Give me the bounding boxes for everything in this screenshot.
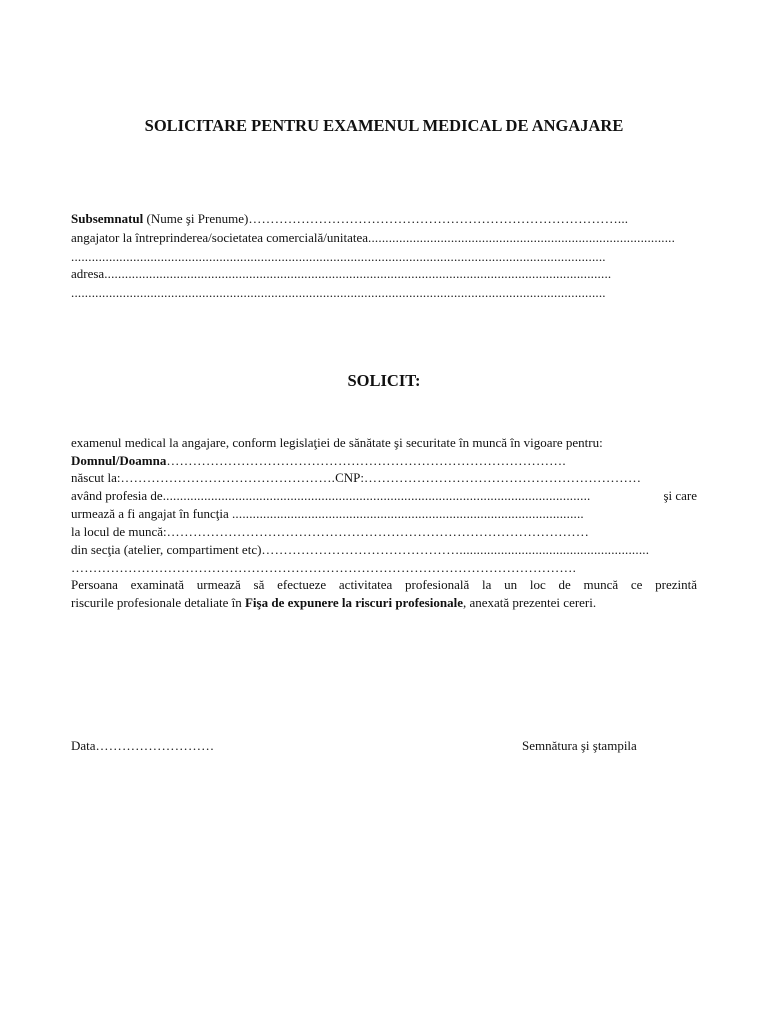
employer-field: .........................................................................................: [368, 230, 676, 245]
domnul-field: ……………………………………………………………………………….: [166, 453, 566, 468]
employer-field-line2: ...........................................................................................................................................................: [71, 249, 606, 264]
risk-sheet-reference: Fişa de expunere la riscuri profesionale: [244, 595, 463, 610]
domnul-line: [71, 452, 697, 469]
extra-field-line: …………………………………………………………………………………………………….: [71, 560, 577, 575]
address-line: [71, 265, 697, 282]
risk-text-2a: riscurile profesionale detaliate în: [71, 595, 245, 610]
profession-label: având profesia de: [71, 488, 163, 503]
section-line: [71, 541, 697, 558]
workplace-field: ……………………………………………………………………………………: [166, 524, 590, 539]
subsemnatul-label: Subsemnatul: [71, 211, 144, 226]
function-line: [71, 505, 697, 522]
cnp-label: CNP:: [335, 470, 365, 485]
born-label: născut la:: [71, 470, 121, 485]
profession-line: [71, 487, 697, 504]
domnul-label: Domnul/Doamna: [71, 453, 167, 468]
date-field: ………………………: [95, 738, 215, 753]
section-heading: SOLICIT:: [347, 371, 421, 390]
applicant-name-line: [71, 210, 697, 227]
profession-suffix: şi care: [663, 488, 697, 503]
address-field-line2: ...........................................................................................................................................................: [71, 285, 606, 300]
address-field: ...................................................................................................................................................: [104, 266, 612, 281]
workplace-label: la locul de muncă:: [71, 524, 167, 539]
workplace-line: [71, 523, 697, 540]
risk-text-line2: [71, 594, 697, 611]
section-label: din secţia (atelier, compartiment etc): [71, 542, 262, 557]
document-title: SOLICITARE PENTRU EXAMENUL MEDICAL DE ANGAJARE: [144, 116, 624, 135]
name-label: (Nume şi Prenume): [143, 211, 249, 226]
employer-line: [71, 229, 697, 246]
risk-text-2c: , anexată prezentei cereri.: [462, 595, 597, 610]
born-cnp-line: [71, 469, 697, 486]
employer-label: angajator la întreprinderea/societatea comercială/unitatea: [71, 230, 369, 245]
request-intro: examenul medical la angajare, conform legislaţiei de sănătate şi securitate în muncă în vigoare pentru:: [71, 435, 603, 450]
risk-text-line1: Persoana examinată urmează să efectueze activitatea profesională la un loc de muncă ce prezintă: [71, 577, 697, 592]
date-line: [71, 737, 214, 754]
born-field: ………………………………………….: [120, 470, 336, 485]
signature-label: Semnătura şi ştampila: [522, 738, 637, 753]
date-label: Data: [71, 738, 96, 753]
function-label: urmează a fi angajat în funcţia: [71, 506, 232, 521]
section-field: ……………………………………….......................................................: [261, 542, 650, 557]
profession-field: ............................................................................................................................: [162, 488, 591, 503]
cnp-field: ………………………………………………………: [364, 470, 642, 485]
name-field: …………………………………………………………………………...: [248, 211, 629, 226]
function-field: ......................................................................................................: [231, 506, 584, 521]
address-label: adresa: [71, 266, 105, 281]
